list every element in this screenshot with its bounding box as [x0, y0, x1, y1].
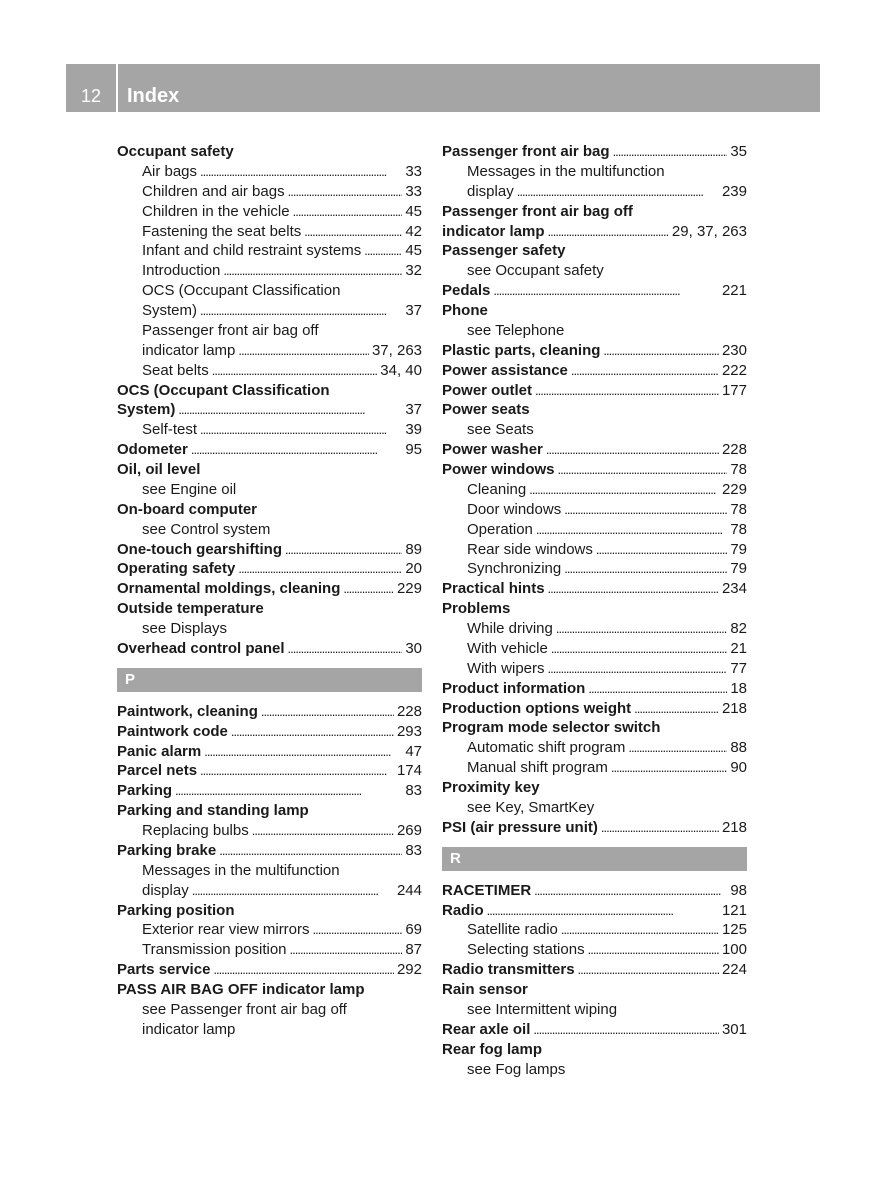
dot-leader — [596, 540, 727, 560]
page-reference: 292 — [396, 961, 422, 979]
header-divider — [116, 64, 118, 112]
entry-text: Rain sensor — [442, 981, 528, 998]
page-reference: 293 — [396, 722, 422, 740]
page-reference: 224 — [721, 961, 747, 979]
page-reference: 79 — [730, 540, 747, 558]
page-reference: 121 — [721, 901, 747, 919]
page-reference: 69 — [405, 921, 422, 939]
dot-leader — [558, 460, 728, 480]
dot-leader — [493, 281, 719, 301]
entry-text: see Seats — [467, 421, 534, 439]
entry-text: System) — [117, 401, 176, 419]
page-number: 12 — [80, 86, 102, 106]
entry-text: Selecting stations — [467, 941, 585, 959]
dot-leader — [212, 361, 378, 381]
dot-leader — [561, 920, 719, 940]
index-subentry — [117, 162, 422, 182]
page-reference: 35 — [730, 143, 747, 160]
dot-leader — [343, 579, 394, 599]
dot-leader — [191, 440, 402, 460]
index-subentry — [442, 639, 747, 659]
entry-text: Paintwork code — [117, 722, 228, 740]
dot-leader — [611, 758, 727, 778]
dot-leader — [578, 960, 719, 980]
entry-text: Passenger front air bag off — [142, 321, 319, 339]
dot-leader — [533, 1020, 719, 1040]
index-entry — [442, 1040, 747, 1060]
index-entry — [442, 881, 747, 901]
entry-text: Overhead control panel — [117, 639, 285, 657]
dot-leader — [548, 659, 728, 679]
entry-text: Fastening the seat belts — [142, 222, 302, 240]
dot-leader — [304, 222, 402, 242]
index-entry — [117, 639, 422, 659]
entry-text: Rear fog lamp — [442, 1040, 543, 1058]
index-entry — [442, 778, 747, 798]
page-reference: 83 — [405, 841, 422, 859]
index-subentry — [442, 1000, 747, 1020]
entry-text: Problems — [442, 600, 511, 618]
dot-leader — [534, 881, 727, 901]
entry-text: Radio transmitters — [442, 961, 575, 979]
entry-text: indicator lamp — [142, 341, 236, 359]
entry-text: see Control system — [142, 520, 271, 538]
page-reference: 32 — [405, 262, 422, 280]
entry-text: PASS AIR BAG OFF indicator lamp — [117, 981, 365, 998]
entry-text: Infant and child restraint systems — [142, 242, 362, 260]
index-entry — [117, 901, 422, 921]
index-subentry — [117, 281, 422, 301]
dot-leader — [628, 738, 727, 758]
dot-leader — [313, 920, 403, 940]
entry-text: Parking — [117, 782, 173, 800]
entry-text: Children and air bags — [142, 182, 285, 200]
dot-leader — [588, 940, 719, 960]
entry-text: Operation — [467, 520, 533, 538]
page-reference: 218 — [721, 818, 747, 836]
index-subentry — [442, 940, 747, 960]
dot-leader — [288, 182, 403, 202]
entry-text: display — [142, 881, 189, 899]
index-entry — [442, 222, 747, 242]
dot-leader — [546, 440, 719, 460]
index-subentry — [117, 1020, 422, 1040]
index-entry — [442, 460, 747, 480]
dot-leader — [601, 818, 719, 838]
dot-leader — [238, 341, 369, 361]
index-subentry — [442, 500, 747, 520]
index-entry — [442, 818, 747, 838]
index-entry — [117, 722, 422, 742]
page-reference: 20 — [405, 560, 422, 578]
entry-text: Parking brake — [117, 841, 217, 859]
index-subentry — [442, 758, 747, 778]
index-subentry — [117, 241, 422, 261]
section-header: P — [117, 668, 422, 692]
index-entry — [442, 960, 747, 980]
index-entry — [117, 702, 422, 722]
entry-text: Practical hints — [442, 580, 545, 598]
section-header: R — [442, 847, 747, 871]
page-reference: 230 — [721, 341, 747, 359]
page-reference: 228 — [721, 441, 747, 459]
dot-leader — [487, 901, 719, 921]
entry-text: Power assistance — [442, 361, 568, 379]
index-subentry — [442, 619, 747, 639]
dot-leader — [571, 361, 719, 381]
dot-leader — [536, 520, 727, 540]
entry-text: see Displays — [142, 620, 228, 637]
page-reference: 234 — [721, 580, 747, 598]
index-entry — [442, 281, 747, 301]
entry-text: PSI (air pressure unit) — [442, 818, 598, 836]
page-reference: 45 — [405, 202, 422, 220]
entry-text: see Telephone — [467, 321, 565, 339]
dot-leader — [200, 301, 402, 321]
dot-leader — [634, 699, 719, 719]
page-reference: 83 — [405, 782, 422, 800]
index-entry — [117, 400, 422, 420]
entry-text: Seat belts — [142, 361, 209, 379]
dot-leader — [238, 559, 402, 579]
index-entry — [117, 841, 422, 861]
entry-text: see Passenger front air bag off — [142, 1000, 347, 1018]
entry-text: Odometer — [117, 441, 188, 459]
dot-leader — [603, 341, 719, 361]
entry-text: Proximity key — [442, 779, 540, 796]
entry-text: Parcel nets — [117, 762, 198, 780]
index-subentry — [442, 321, 747, 341]
page-reference: 77 — [730, 659, 747, 677]
entry-text: Occupant safety — [117, 143, 234, 160]
index-subentry — [442, 798, 747, 818]
entry-text: indicator lamp — [142, 1020, 236, 1038]
index-entry — [442, 301, 747, 321]
index-subentry — [442, 261, 747, 281]
dot-leader — [293, 202, 403, 222]
page-title: Index — [127, 85, 180, 107]
dot-leader — [192, 881, 394, 901]
index-subentry — [442, 540, 747, 560]
index-entry — [442, 679, 747, 699]
entry-text: Power washer — [442, 441, 543, 459]
entry-text: Replacing bulbs — [142, 822, 249, 839]
dot-leader — [178, 400, 402, 420]
index-entry — [117, 801, 422, 821]
dot-leader — [223, 261, 402, 281]
entry-text: Passenger front air bag off — [442, 202, 633, 220]
entry-text: Parts service — [117, 961, 211, 979]
entry-text: Product information — [442, 679, 586, 697]
index-column-left — [117, 142, 422, 1040]
entry-text: Passenger safety — [442, 242, 566, 260]
index-subentry — [442, 182, 747, 202]
index-subentry — [117, 480, 422, 500]
page-reference: 98 — [730, 881, 747, 899]
page-reference: 29, 37, 263 — [671, 222, 747, 240]
entry-text: Synchronizing — [467, 560, 562, 578]
index-entry — [442, 980, 747, 1000]
entry-text: One-touch gearshifting — [117, 540, 282, 558]
page-reference: 177 — [721, 381, 747, 399]
page-reference: 229 — [721, 480, 747, 498]
index-subentry — [117, 361, 422, 381]
index-entry — [442, 341, 747, 361]
entry-text: see Key, SmartKey — [467, 798, 595, 816]
dot-leader — [564, 500, 727, 520]
entry-text: Program mode selector switch — [442, 719, 661, 737]
page-reference: 229 — [396, 580, 422, 598]
index-entry — [442, 901, 747, 921]
index-entry — [442, 202, 747, 222]
index-subentry — [117, 861, 422, 881]
page-reference: 21 — [730, 639, 747, 657]
index-column-right — [442, 142, 747, 1079]
index-entry — [442, 142, 747, 162]
index-subentry — [117, 881, 422, 901]
index-subentry — [117, 222, 422, 242]
page-reference: 239 — [721, 182, 747, 200]
page-reference: 221 — [721, 282, 747, 300]
index-subentry — [117, 261, 422, 281]
entry-text: Satellite radio — [467, 921, 558, 939]
dot-leader — [219, 841, 402, 861]
page-reference: 33 — [405, 182, 422, 200]
page-reference: 37 — [405, 401, 422, 419]
page-reference: 33 — [405, 162, 422, 180]
entry-text: Transmission position — [142, 941, 287, 959]
entry-text: Rear side windows — [467, 540, 593, 558]
index-entry — [117, 781, 422, 801]
index-subentry — [117, 341, 422, 361]
page-reference: 37, 263 — [371, 341, 422, 359]
dot-leader — [564, 559, 727, 579]
entry-text: Manual shift program — [467, 759, 608, 777]
index-subentry — [117, 520, 422, 540]
index-subentry — [117, 182, 422, 202]
page-reference: 18 — [730, 679, 747, 697]
index-subentry — [442, 659, 747, 679]
index-subentry — [442, 520, 747, 540]
entry-text: see Engine oil — [142, 480, 237, 498]
page-reference: 34, 40 — [380, 361, 422, 379]
entry-text: With wipers — [467, 659, 545, 677]
dot-leader — [231, 722, 394, 742]
page-reference: 82 — [730, 620, 747, 637]
entry-text: Automatic shift program — [467, 739, 626, 757]
index-entry — [442, 440, 747, 460]
entry-text: On-board computer — [117, 500, 258, 518]
entry-text: Self-test — [142, 421, 198, 439]
entry-text: Rear axle oil — [442, 1020, 531, 1038]
dot-leader — [364, 241, 402, 261]
entry-text: Passenger front air bag — [442, 143, 610, 160]
dot-leader — [290, 940, 403, 960]
entry-text: Parking position — [117, 901, 235, 919]
dot-leader — [588, 679, 727, 699]
entry-text: Panic alarm — [117, 742, 202, 760]
index-entry — [117, 500, 422, 520]
dot-leader — [200, 162, 402, 182]
index-entry — [117, 599, 422, 619]
index-entry — [442, 361, 747, 381]
index-entry — [117, 540, 422, 560]
entry-text: see Occupant safety — [467, 262, 604, 280]
index-entry — [117, 742, 422, 762]
entry-text: see Fog lamps — [467, 1060, 566, 1078]
entry-text: display — [467, 182, 514, 200]
entry-text: Production options weight — [442, 699, 632, 717]
index-entry — [442, 699, 747, 719]
index-entry — [117, 980, 422, 1000]
page-reference: 90 — [730, 759, 747, 777]
page-reference: 78 — [730, 500, 747, 518]
entry-text: Door windows — [467, 500, 562, 518]
page-reference: 125 — [721, 921, 747, 939]
index-subentry — [117, 301, 422, 321]
entry-text: Power windows — [442, 461, 555, 478]
entry-text: Paintwork, cleaning — [117, 702, 258, 720]
index-entry — [117, 559, 422, 579]
entry-text: Parking and standing lamp — [117, 802, 309, 820]
index-subentry — [442, 420, 747, 440]
index-entry — [442, 400, 747, 420]
entry-text: Phone — [442, 302, 488, 319]
dot-leader — [548, 579, 719, 599]
entry-text: Cleaning — [467, 480, 527, 498]
page-reference: 39 — [405, 421, 422, 439]
page-reference: 88 — [730, 739, 747, 757]
page-reference: 269 — [396, 822, 422, 839]
index-subentry — [117, 940, 422, 960]
entry-text: indicator lamp — [442, 222, 545, 240]
index-subentry — [117, 420, 422, 440]
dot-leader — [200, 420, 402, 440]
page-reference: 244 — [396, 881, 422, 899]
index-subentry — [442, 1060, 747, 1080]
dot-leader — [200, 761, 394, 781]
page-reference: 79 — [730, 560, 747, 578]
entry-text: Messages in the multifunction — [142, 861, 340, 879]
dot-leader — [613, 142, 728, 162]
entry-text: System) — [142, 302, 198, 319]
index-entry — [117, 960, 422, 980]
entry-text: Exterior rear view mirrors — [142, 921, 310, 939]
index-subentry — [442, 559, 747, 579]
page-reference: 78 — [730, 461, 747, 478]
index-subentry — [117, 321, 422, 341]
entry-text: RACETIMER — [442, 881, 532, 899]
page-reference: 78 — [730, 520, 747, 538]
index-entry — [442, 579, 747, 599]
entry-text: Plastic parts, cleaning — [442, 341, 601, 359]
page-reference: 45 — [405, 242, 422, 260]
entry-text: Air bags — [142, 162, 198, 180]
index-subentry — [117, 619, 422, 639]
index-subentry — [442, 480, 747, 500]
entry-text: OCS (Occupant Classification — [142, 282, 341, 300]
dot-leader — [548, 222, 669, 242]
page-reference: 222 — [721, 361, 747, 379]
page-reference: 87 — [405, 941, 422, 959]
index-entry — [442, 718, 747, 738]
dot-leader — [529, 480, 719, 500]
page-reference: 95 — [405, 441, 422, 459]
index-entry — [117, 381, 422, 401]
entry-text: Ornamental moldings, cleaning — [117, 580, 341, 598]
index-entry — [117, 142, 422, 162]
index-entry — [442, 381, 747, 401]
entry-text: With vehicle — [467, 639, 548, 657]
dot-leader — [213, 960, 394, 980]
page-reference: 47 — [405, 742, 422, 760]
entry-text: Introduction — [142, 262, 221, 280]
page-reference: 301 — [721, 1020, 747, 1038]
entry-text: While driving — [467, 620, 553, 637]
index-entry — [117, 440, 422, 460]
page-reference: 228 — [396, 702, 422, 720]
dot-leader — [285, 540, 402, 560]
entry-text: Children in the vehicle — [142, 202, 290, 220]
entry-text: Radio — [442, 901, 484, 919]
index-subentry — [442, 738, 747, 758]
dot-leader — [556, 619, 727, 639]
entry-text: see Intermittent wiping — [467, 1000, 618, 1018]
entry-text: Power outlet — [442, 381, 533, 399]
dot-leader — [288, 639, 403, 659]
page-reference: 218 — [721, 699, 747, 717]
dot-leader — [175, 781, 402, 801]
entry-text: Oil, oil level — [117, 461, 201, 478]
index-subentry — [442, 162, 747, 182]
entry-text: Power seats — [442, 401, 530, 419]
page-reference: 30 — [405, 639, 422, 657]
index-subentry — [117, 202, 422, 222]
page-reference: 37 — [405, 302, 422, 319]
page-reference: 89 — [405, 540, 422, 558]
dot-leader — [535, 381, 719, 401]
index-entry — [117, 579, 422, 599]
index-subentry — [117, 1000, 422, 1020]
dot-leader — [517, 182, 719, 202]
page-reference: 174 — [396, 762, 422, 780]
dot-leader — [551, 639, 727, 659]
index-entry — [442, 241, 747, 261]
index-entry — [117, 460, 422, 480]
page-reference: 100 — [721, 941, 747, 959]
index-entry — [117, 761, 422, 781]
dot-leader — [252, 821, 394, 841]
index-subentry — [117, 821, 422, 841]
index-entry — [442, 599, 747, 619]
entry-text: Outside temperature — [117, 600, 264, 618]
dot-leader — [204, 742, 402, 762]
index-entry — [442, 1020, 747, 1040]
page-reference: 42 — [405, 222, 422, 240]
index-subentry — [442, 920, 747, 940]
entry-text: Pedals — [442, 282, 491, 300]
entry-text: Messages in the multifunction — [467, 162, 665, 180]
index-subentry — [117, 920, 422, 940]
entry-text: OCS (Occupant Classification — [117, 381, 330, 399]
dot-leader — [261, 702, 394, 722]
entry-text: Operating safety — [117, 560, 236, 578]
